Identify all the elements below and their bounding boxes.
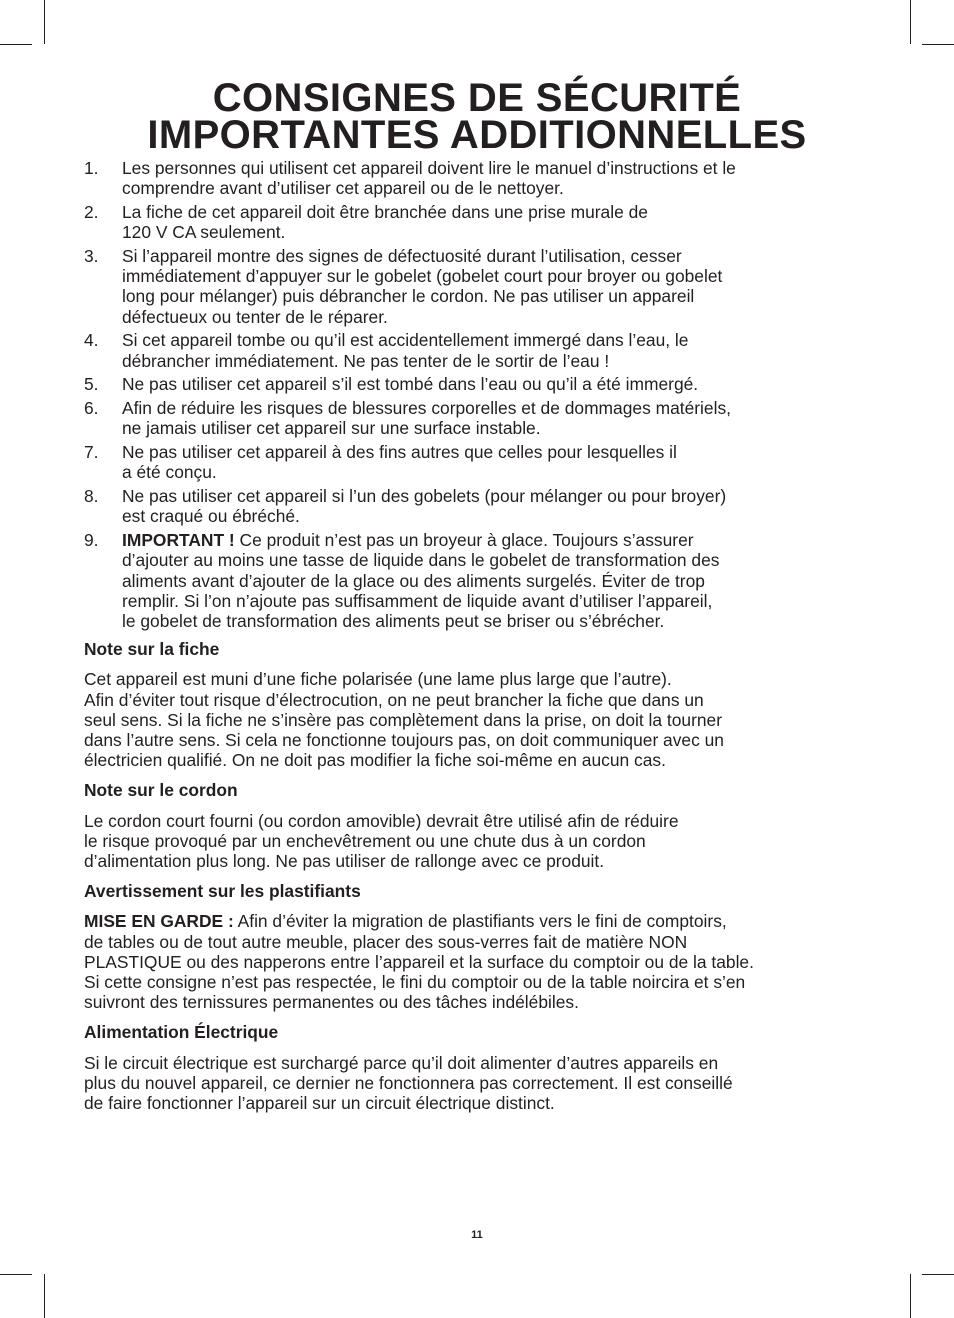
section-heading: Alimentation Électrique [84,1022,279,1043]
instruction-number: 2. [84,202,99,222]
crop-mark-top-right-horizontal [922,44,954,45]
paragraph-line: d’alimentation plus long. Ne pas utiliser de rallonge avec ce produit. [84,851,605,872]
instruction-item [84,246,874,327]
instruction-number: 9. [84,530,99,551]
instruction-lead: IMPORTANT ! [122,530,235,551]
instruction-item [84,442,874,482]
instruction-text [122,530,874,631]
note-section [84,1022,874,1113]
instruction-item [84,398,874,438]
instruction-number: 3. [84,246,99,266]
instruction-line: 120 V CA seulement. [122,222,286,243]
title-line-2: IMPORTANTES ADDITIONNELLES [147,113,807,157]
instruction-number: 6. [84,398,99,419]
paragraph-line: plus du nouvel appareil, ce dernier ne fonctionnera pas correctement. Il est conseillé [84,1072,733,1093]
note-section [84,780,874,871]
paragraph-line: Si le circuit électrique est surchargé parce qu’il doit alimenter d’autres appareils en [84,1052,719,1073]
paragraph-line: dans l’autre sens. Si cela ne fonctionne toujours pas, on doit communiquer avec un [84,730,724,751]
instruction-line: immédiatement d’appuyer sur le gobelet (gobelet court pour broyer ou gobelet [122,266,723,287]
instruction-line [122,530,874,550]
instruction-line: a été conçu. [122,462,217,483]
instruction-text [122,202,874,242]
paragraph-line: suivront des ternissures permanentes ou des tâches indélébiles. [84,992,579,1013]
instruction-text [122,486,874,526]
paragraph-line: Cet appareil est muni d’une fiche polarisée (une lame plus large que l’autre). [84,669,672,690]
instruction-item [84,530,874,631]
paragraph-line: de tables ou de tout autre meuble, placer des sous-verres fait de matière NON [84,931,688,952]
crop-mark-bottom-left-vertical [44,1274,45,1318]
warning-lead: MISE EN GARDE : [84,911,234,932]
page-number: 11 [471,1229,483,1241]
crop-mark-top-right-vertical [910,0,911,44]
instruction-line: le gobelet de transformation des aliments peut se briser ou s’ébrécher. [122,611,665,632]
crop-mark-top-left-horizontal [0,44,32,45]
instruction-item [84,158,874,198]
instruction-number: 7. [84,442,99,463]
paragraph-line [84,911,874,931]
section-heading: Avertissement sur les plastifiants [84,881,361,902]
instruction-line: ne jamais utiliser cet appareil sur une surface instable. [122,418,541,439]
paragraph-line: PLASTIQUE ou des napperons entre l’appareil et la surface du comptoir ou de la table. [84,951,754,972]
paragraph-line: de faire fonctionner l’appareil sur un circuit électrique distinct. [84,1093,555,1114]
instruction-item [84,330,874,370]
paragraph-line: le risque provoqué par un enchevêtrement ou une chute dus à un cordon [84,830,646,851]
instruction-line: Ne pas utiliser cet appareil à des fins autres que celles pour lesquelles il [122,442,677,463]
section-paragraph [84,911,874,1012]
paragraph-line-text: Afin d’éviter la migration de plastifiants vers le fini de comptoirs, [233,911,727,932]
instruction-line: Ne pas utiliser cet appareil si l’un des gobelets (pour mélanger ou pour broyer) [122,486,727,507]
instruction-line: remplir. Si l’on n’ajoute pas suffisamment de liquide avant d’utiliser l’appareil, [122,590,713,611]
crop-mark-top-left-vertical [44,0,45,44]
instruction-line: Les personnes qui utilisent cet appareil doivent lire le manuel d’instructions et le [122,158,736,178]
instruction-line: est craqué ou ébréché. [122,506,300,527]
paragraph-line: Le cordon court fourni (ou cordon amovible) devrait être utilisé afin de réduire [84,810,679,831]
instruction-number: 4. [84,330,99,351]
content [84,158,874,1123]
instruction-number: 5. [84,374,99,395]
instruction-line-text: Ce produit n’est pas un broyeur à glace. Toujours s’assurer [234,530,694,551]
instruction-line: Ne pas utiliser cet appareil s’il est tombé dans l’eau ou qu’il a été immergé. [122,374,699,395]
section-paragraph [84,1053,874,1114]
instruction-number: 1. [84,158,99,178]
instruction-item [84,202,874,242]
crop-mark-bottom-left-horizontal [0,1274,32,1275]
instruction-text [122,246,874,327]
paragraph-line: Si cette consigne n’est pas respectée, le fini du comptoir ou de la table noircira et s’en [84,972,746,993]
instruction-line: d’ajouter au moins une tasse de liquide dans le gobelet de transformation des [122,550,720,571]
instruction-text [122,330,874,370]
instruction-line: Si cet appareil tombe ou qu’il est accidentellement immergé dans l’eau, le [122,330,689,351]
crop-mark-bottom-right-vertical [910,1274,911,1318]
paragraph-line: électricien qualifié. On ne doit pas modifier la fiche soi-même en aucun cas. [84,750,666,771]
section-paragraph [84,811,874,872]
instruction-text [122,442,874,482]
instruction-line: long pour mélanger) puis débrancher le cordon. Ne pas utiliser un appareil [122,286,695,307]
page-title [0,76,954,157]
title-line-1: CONSIGNES DE SÉCURITÉ [212,76,742,120]
instruction-line: Si l’appareil montre des signes de défectuosité durant l’utilisation, cesser [122,246,682,266]
crop-mark-bottom-right-horizontal [922,1274,954,1275]
paragraph-line: Afin d’éviter tout risque d’électrocution, on ne peut brancher la fiche que dans un [84,689,704,710]
section-paragraph [84,669,874,770]
note-section [84,639,874,770]
instruction-item [84,374,874,394]
section-heading: Note sur le cordon [84,780,238,801]
instruction-line: défectueux ou tenter de le réparer. [122,306,388,327]
notes-sections [84,639,874,1113]
note-section [84,881,874,1012]
instruction-line: comprendre avant d’utiliser cet appareil ou de le nettoyer. [122,178,564,199]
instruction-line: débrancher immédiatement. Ne pas tenter de le sortir de l’eau ! [122,350,610,371]
instruction-text [122,158,874,198]
instruction-number: 8. [84,486,99,507]
safety-instructions-list [84,158,874,631]
section-heading: Note sur la fiche [84,639,220,660]
instruction-line: La fiche de cet appareil doit être branchée dans une prise murale de [122,202,648,222]
paragraph-line: seul sens. Si la fiche ne s’insère pas complètement dans la prise, on doit la tourner [84,709,723,730]
instruction-text [122,398,874,438]
instruction-text [122,374,874,394]
instruction-line: Afin de réduire les risques de blessures corporelles et de dommages matériels, [122,398,731,419]
instruction-item [84,486,874,526]
instruction-line: aliments avant d’ajouter de la glace ou des aliments surgelés. Éviter de trop [122,570,705,591]
